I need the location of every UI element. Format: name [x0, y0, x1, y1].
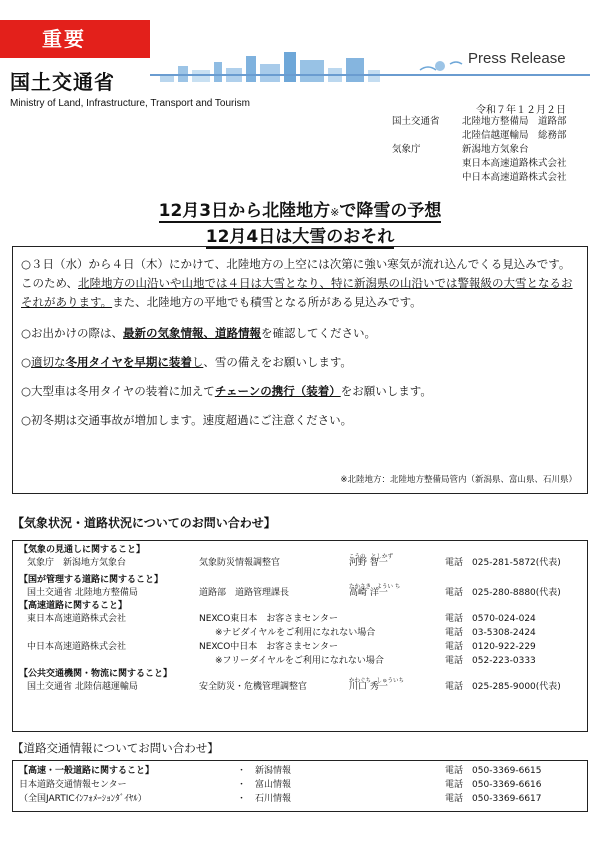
important-badge: 重要: [0, 20, 150, 58]
road-info-row: 【高速・一般道路に関すること】 ・ 新潟情報 電話 050-3369-6615: [19, 766, 542, 776]
road-info-row: 日本道路交通情報センター ・ 富山情報 電話 050-3369-6616: [19, 780, 542, 790]
category-national-road: 【国が管理する道路に関すること】: [19, 575, 164, 585]
contact-row: 気象庁 新潟地方気象台 気象防災情報調整官 こうの としかず 河野 智一 電話 025-281-5872(代表): [27, 554, 561, 568]
ministry-english-name: Ministry of Land, Infrastructure, Transport and Tourism: [10, 98, 250, 109]
issuer-row: 北陸信越運輸局 総務部: [462, 130, 567, 141]
contact-row: ※フリーダイヤルをご利用になれない場合 電話 052-223-0333: [215, 656, 536, 666]
contact-row: 国土交通省 北陸地方整備局 道路部 道路管理課長 たかさき ようい ち 高崎 洋一 電話 025-280-8880(代表): [27, 584, 561, 598]
issuer-row: 気象庁 新潟地方気象台: [392, 144, 529, 155]
footnote: ※北陸地方：北陸地方整備局管内（新潟県、富山県、石川県）: [340, 475, 577, 485]
issuer-row: 中日本高速道路株式会社: [462, 172, 567, 183]
category-expressway: 【高速道路に関すること】: [19, 601, 128, 611]
press-release-label: Press Release: [468, 50, 566, 67]
issuer-list: [392, 115, 567, 185]
banner-divider: [150, 74, 590, 76]
contact-row: ※ナビダイヤルをご利用になれない場合 電話 03-5308-2424: [215, 628, 536, 638]
category-weather: 【気象の見通しに関すること】: [19, 545, 146, 555]
contact-row: 東日本高速道路株式会社 NEXCO東日本 お客さまセンター 電話 0570-024-024: [27, 614, 536, 624]
issuer-row: 東日本高速道路株式会社: [462, 158, 567, 169]
ministry-logo-text: 国土交通省: [10, 70, 115, 94]
category-transport: 【公共交通機関・物流に関すること】: [19, 669, 173, 679]
contact-heading: 【気象状況・道路状況についてのお問い合わせ】: [12, 516, 276, 530]
headline-line-2: 12月4日は大雪のおそれ: [205, 227, 395, 247]
road-info-heading: 【道路交通情報についてお問い合わせ】: [12, 741, 219, 755]
paragraph-chains: ○大型車は冬用タイヤの装着に加えてチェーンの携行（装着）をお願いします。: [21, 384, 432, 398]
note-mark: ※: [330, 206, 340, 219]
paragraph-safety: ○初冬期は交通事故が増加します。速度超過にご注意ください。: [21, 413, 353, 427]
headline-line-1: 12月3日から北陸地方※で降雪の予想: [158, 201, 442, 221]
road-info-box: [12, 760, 588, 812]
paragraph-tires: ○適切な冬用タイヤを早期に装着し、雪の備えをお願いします。: [21, 355, 352, 369]
summary-box: [12, 246, 588, 494]
contact-row: 中日本高速道路株式会社 NEXCO中日本 お客さまセンター 電話 0120-922-229: [27, 642, 536, 652]
paragraph-check-info: ○お出かけの際は、最新の気象情報、道路情報を確認してください。: [21, 326, 377, 340]
city-skyline-banner: [150, 40, 590, 94]
release-date: 令和７年１２月２日: [476, 105, 566, 116]
contact-box: [12, 540, 588, 732]
issuer-row: 国土交通省 北陸地方整備局 道路部: [392, 116, 567, 127]
road-info-row: （全国JARTICｲﾝﾌｫﾒｰｼｮﾝﾀﾞｲﾔﾙ） ・ 石川情報 電話 050-3369-6617: [19, 794, 542, 804]
contact-row: 国土交通省 北陸信越運輸局 安全防災・危機管理調整官 かわぐち しゅういち 川口 秀一 電話 025-285-9000(代表): [27, 678, 561, 692]
paragraph-forecast: ○３日（水）から４日（木）にかけて、北陸地方の上空には次第に強い寒気が流れ込んでくる見込みです。このため、北陸地方の山沿いや山地では４日は大雪となり、特に新潟県の山沿いでは警報級の大雪となるおそれがあります。また、北陸地方の平地でも積雪となる所がある見込みです。: [21, 257, 573, 309]
